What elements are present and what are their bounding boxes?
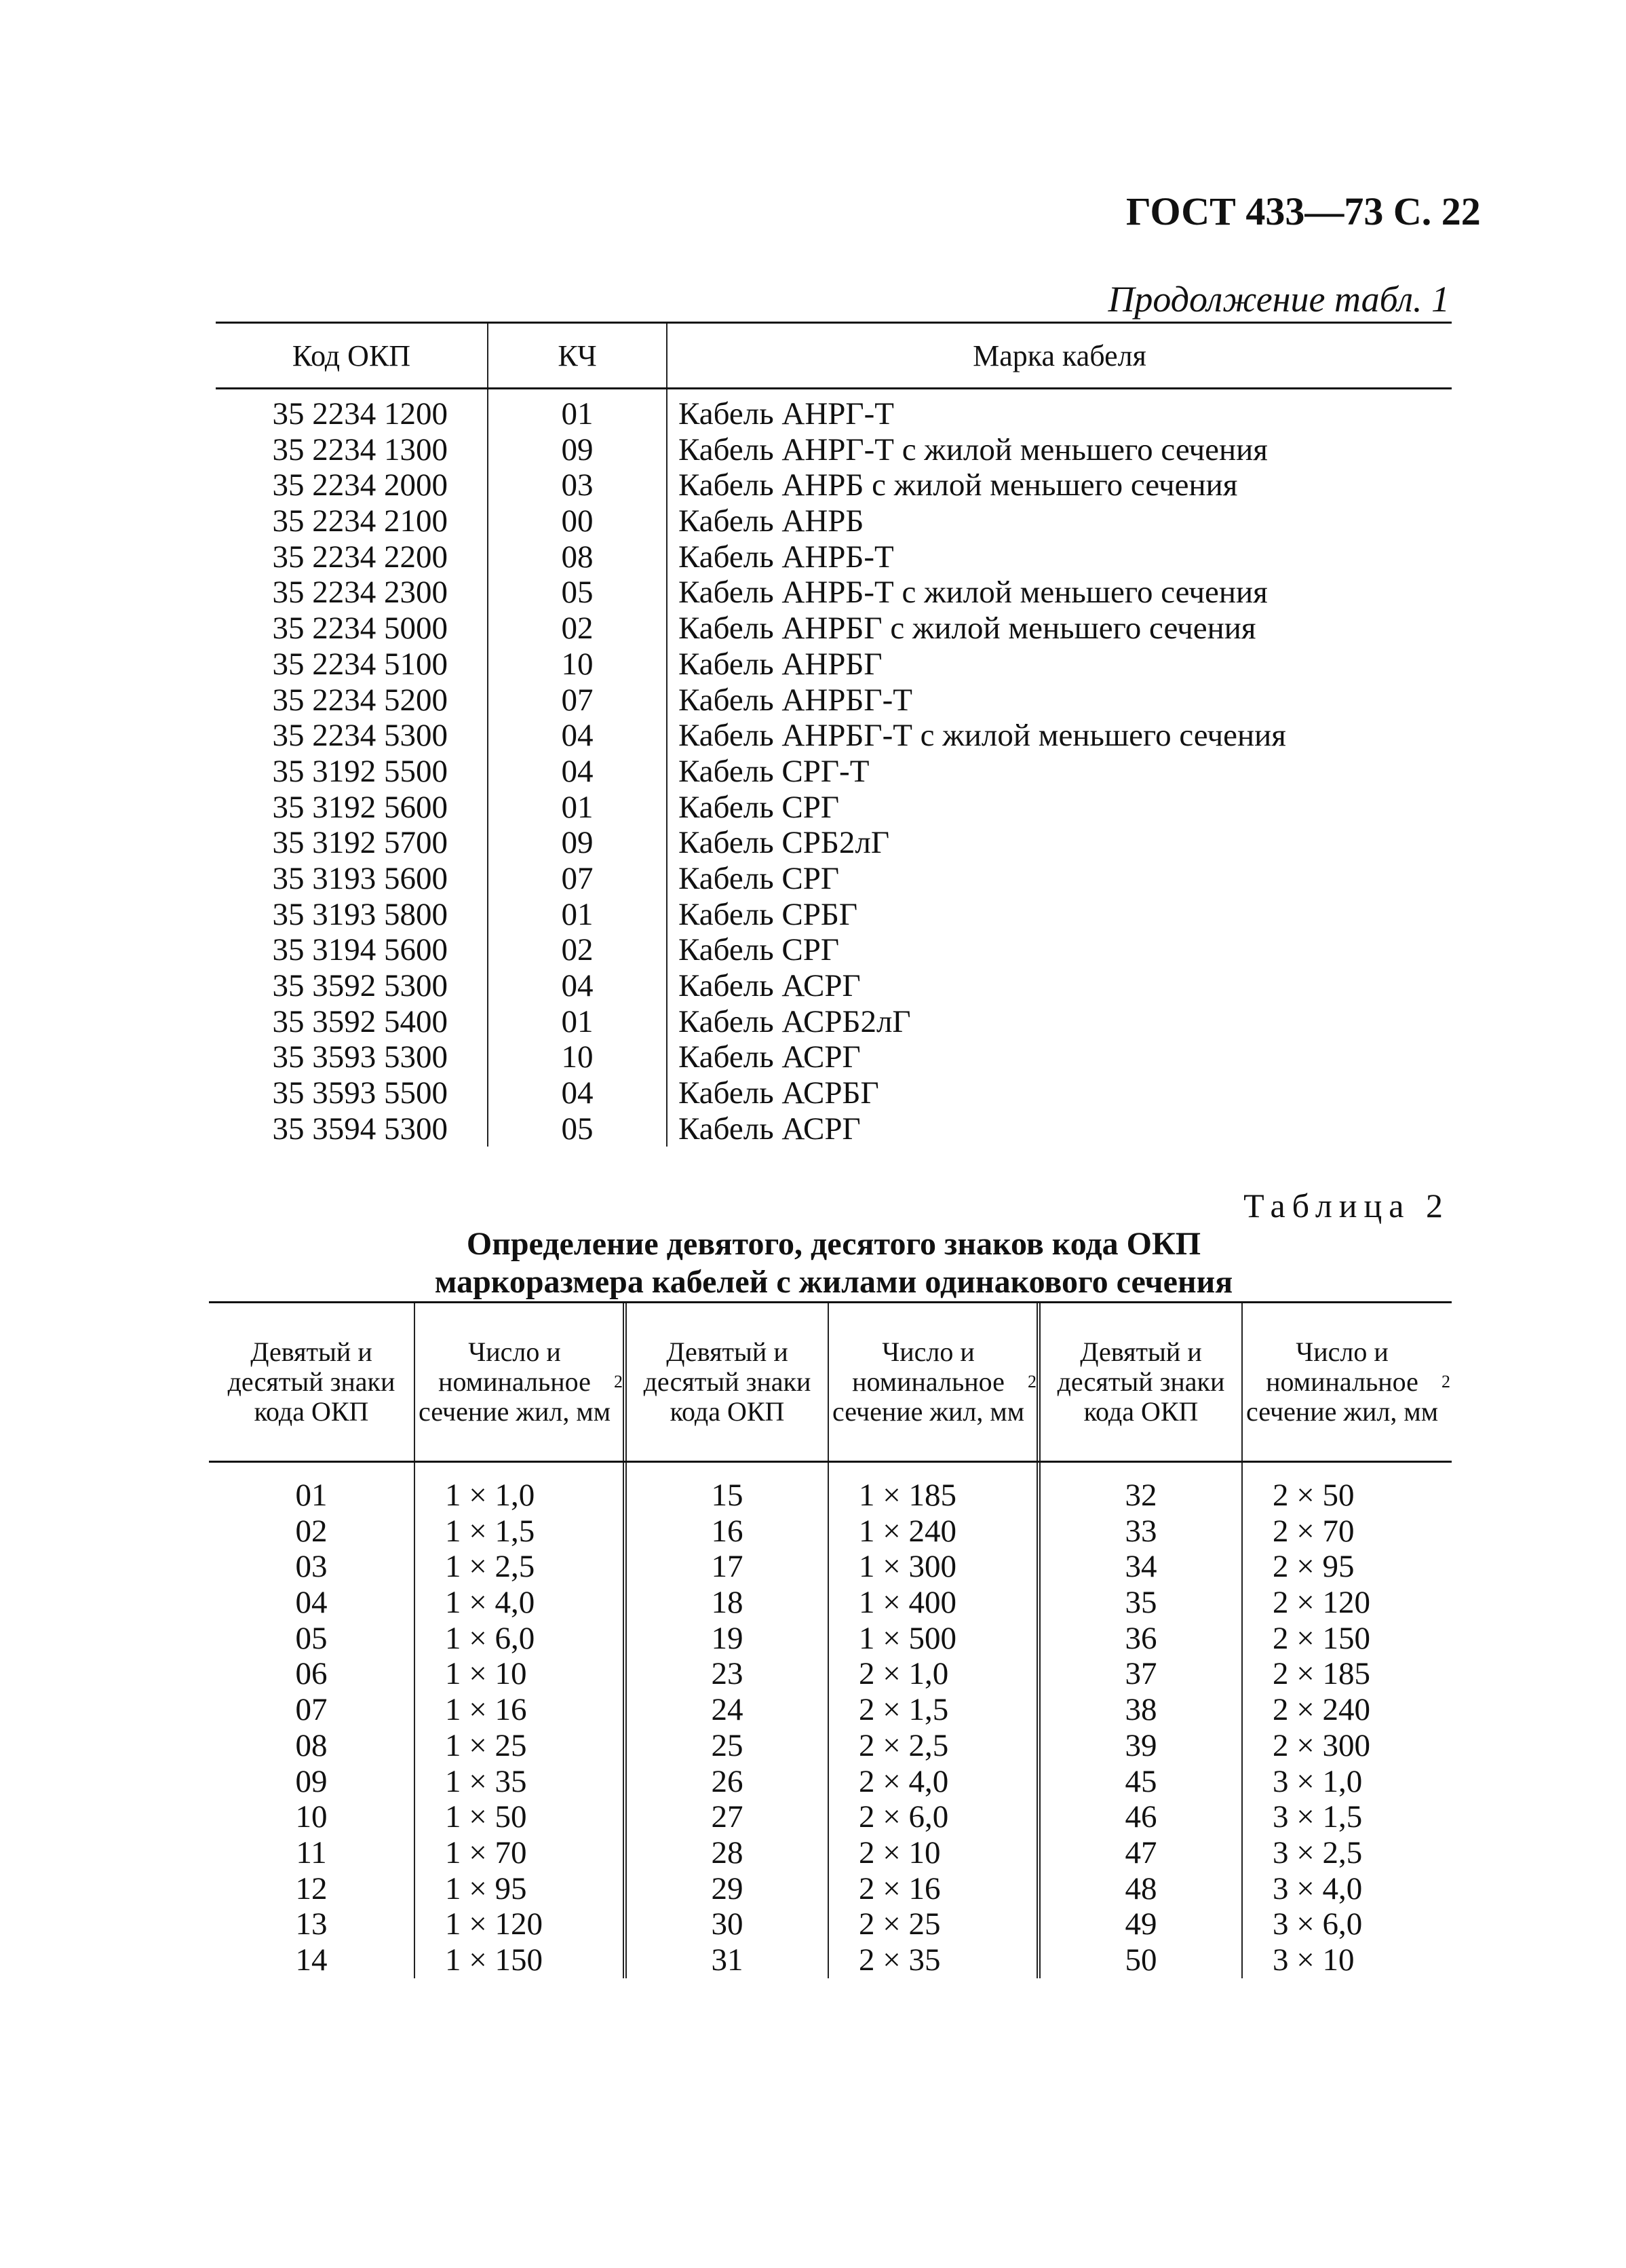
table1-cell-mark: Кабель АНРБ-Т с жилой меньшего сечения <box>678 575 1268 611</box>
table2-cell-section: 1 × 35 <box>445 1763 527 1799</box>
table2-cell-code: 04 <box>295 1585 328 1621</box>
table2-cell-section: 3 × 1,0 <box>1273 1763 1363 1799</box>
table1-mark-column <box>666 389 1452 1147</box>
table2-cell-code: 37 <box>1125 1656 1157 1692</box>
table2-cell-section: 2 × 50 <box>1273 1478 1355 1513</box>
table2-cell-code: 33 <box>1125 1513 1157 1549</box>
table2-cell-section: 1 × 16 <box>445 1692 527 1728</box>
table2-cell-section: 2 × 240 <box>1273 1692 1371 1728</box>
table2-cell-section: 1 × 6,0 <box>445 1620 535 1656</box>
table2-header <box>209 1303 1452 1461</box>
table2-cell-code: 15 <box>711 1478 743 1513</box>
table2-cell-section: 2 × 120 <box>1273 1585 1371 1621</box>
table2-cell-code: 11 <box>296 1834 327 1870</box>
table1-cell-kch: 01 <box>561 1003 594 1039</box>
table2-cell-section: 2 × 1,0 <box>859 1656 949 1692</box>
table2-cell-code: 34 <box>1125 1549 1157 1585</box>
table2-cell-code: 18 <box>711 1585 743 1621</box>
table1-cell-kch: 01 <box>561 896 594 932</box>
table2-cell-section: 2 × 4,0 <box>859 1763 949 1799</box>
table2-cell-section: 1 × 50 <box>445 1799 527 1835</box>
table2-cell-code: 03 <box>295 1549 328 1585</box>
table1-cell-mark: Кабель СРГ <box>678 932 840 968</box>
table2-cell-code: 48 <box>1125 1870 1157 1906</box>
table1-cell-kch: 10 <box>561 1039 594 1075</box>
table2-cell-section: 1 × 150 <box>445 1942 543 1978</box>
table2-cell-code: 10 <box>295 1799 328 1835</box>
table2-cell-code: 02 <box>295 1513 328 1549</box>
table2-label: Таблица 2 <box>1243 1187 1450 1225</box>
table2-cell-code: 07 <box>295 1692 328 1728</box>
table2-cell-section: 1 × 4,0 <box>445 1585 535 1621</box>
table2-cell-code: 08 <box>295 1727 328 1763</box>
table2-cell-section: 1 × 185 <box>859 1478 957 1513</box>
table1-cell-kch: 04 <box>561 718 594 754</box>
table2-cell-section: 1 × 10 <box>445 1656 527 1692</box>
table2-cell-code: 12 <box>295 1870 328 1906</box>
table1 <box>216 322 1452 1147</box>
table1-cell-code: 35 2234 1200 <box>272 396 448 431</box>
table2-code-column <box>623 1463 828 1978</box>
table2-cell-section: 2 × 2,5 <box>859 1727 949 1763</box>
table1-cell-kch: 04 <box>561 968 594 1003</box>
table1-cell-code: 35 3593 5300 <box>272 1039 448 1075</box>
table1-cell-code: 35 3194 5600 <box>272 932 448 968</box>
table1-cell-kch: 02 <box>561 932 594 968</box>
table2-cell-section: 3 × 1,5 <box>1273 1799 1363 1835</box>
table1-cell-code: 35 3192 5600 <box>272 789 448 825</box>
table1-cell-mark: Кабель АСРГ <box>678 1111 861 1147</box>
table2-cell-section: 1 × 1,5 <box>445 1513 535 1549</box>
table2-cell-code: 29 <box>711 1870 743 1906</box>
table1-cell-mark: Кабель СРБГ <box>678 896 858 932</box>
table2-cell-section: 2 × 300 <box>1273 1727 1371 1763</box>
table2-cell-section: 1 × 500 <box>859 1620 957 1656</box>
table2-cell-code: 13 <box>295 1906 328 1942</box>
table2-cell-code: 28 <box>711 1834 743 1870</box>
table1-kch-column <box>487 389 666 1147</box>
table1-cell-mark: Кабель АНРБГ-Т с жилой меньшего сечения <box>678 718 1286 754</box>
table1-cell-kch: 04 <box>561 1075 594 1111</box>
table2-cell-section: 2 × 150 <box>1273 1620 1371 1656</box>
table1-cell-mark: Кабель АНРБГ с жилой меньшего сечения <box>678 611 1256 647</box>
table1-cell-mark: Кабель АНРБ с жилой меньшего сечения <box>678 467 1238 503</box>
table1-cell-code: 35 2234 2000 <box>272 467 448 503</box>
table2-header-code: Девятый и десятый знаки кода ОКП <box>623 1303 828 1461</box>
table1-header <box>216 324 1452 387</box>
table2-cell-section: 3 × 10 <box>1273 1942 1355 1978</box>
table2-header-code: Девятый и десятый знаки кода ОКП <box>227 1337 395 1427</box>
table2-cell-code: 31 <box>711 1942 743 1978</box>
table1-cell-mark: Кабель АНРГ-Т с жилой меньшего сечения <box>678 431 1268 467</box>
table2-header-code: Девятый и десятый знаки кода ОКП <box>1037 1303 1241 1461</box>
table2-cell-code: 47 <box>1125 1834 1157 1870</box>
table2-cell-code: 30 <box>711 1906 743 1942</box>
table1-cell-kch: 09 <box>561 825 594 861</box>
table2-cell-section: 2 × 95 <box>1273 1549 1355 1585</box>
table1-cell-mark: Кабель АНРБГ <box>678 646 883 682</box>
table2-cell-section: 3 × 4,0 <box>1273 1870 1363 1906</box>
table1-cell-mark: Кабель АСРГ <box>678 968 861 1003</box>
table1-cell-kch: 08 <box>561 539 594 575</box>
table2-header-section: Число и номинальное сечение жил, мм 2 <box>414 1303 623 1461</box>
table1-cell-code: 35 3593 5500 <box>272 1075 448 1111</box>
table1-body <box>216 389 1452 1147</box>
table2-title <box>216 1225 1452 1301</box>
table1-header-mark: Марка кабеля <box>666 324 1452 387</box>
table2-cell-code: 06 <box>295 1656 328 1692</box>
table1-cell-mark: Кабель АНРГ-Т <box>678 396 894 431</box>
table1-cell-kch: 07 <box>561 682 594 718</box>
table2-cell-section: 3 × 6,0 <box>1273 1906 1363 1942</box>
table2-cell-code: 26 <box>711 1763 743 1799</box>
table2-cell-section: 1 × 70 <box>445 1834 527 1870</box>
table2-cell-code: 49 <box>1125 1906 1157 1942</box>
table2-header-section-text: Число и номинальное сечение жил, мм <box>1245 1337 1439 1427</box>
table2-cell-section: 2 × 16 <box>859 1870 941 1906</box>
table2-title-line1: Определение девятого, десятого знаков кода ОКП <box>466 1226 1201 1262</box>
table2-cell-section: 2 × 70 <box>1273 1513 1355 1549</box>
table1-cell-mark: Кабель СРГ-Т <box>678 753 870 789</box>
table2-cell-section: 1 × 240 <box>859 1513 957 1549</box>
table2-cell-section: 2 × 185 <box>1273 1656 1371 1692</box>
table2-cell-code: 01 <box>295 1478 328 1513</box>
table2 <box>209 1301 1452 1978</box>
table2-cell-code: 19 <box>711 1620 743 1656</box>
table1-cell-kch: 02 <box>561 611 594 647</box>
table2-cell-code: 24 <box>711 1692 743 1728</box>
table1-cell-code: 35 2234 5100 <box>272 646 448 682</box>
table1-cell-code: 35 3193 5600 <box>272 860 448 896</box>
table1-cell-kch: 03 <box>561 467 594 503</box>
table2-cell-section: 2 × 25 <box>859 1906 941 1942</box>
table2-cell-code: 39 <box>1125 1727 1157 1763</box>
table2-cell-section: 1 × 120 <box>445 1906 543 1942</box>
table1-cell-kch: 04 <box>561 753 594 789</box>
table1-cell-kch: 05 <box>561 1111 594 1147</box>
table1-cell-mark: Кабель АСРБГ <box>678 1075 879 1111</box>
table2-header-section: Число и номинальное сечение жил, мм 2 <box>828 1303 1037 1461</box>
table2-cell-section: 1 × 2,5 <box>445 1549 535 1585</box>
table1-cell-kch: 09 <box>561 431 594 467</box>
page-header: ГОСТ 433—73 С. 22 <box>1126 189 1481 233</box>
table2-cell-code: 32 <box>1125 1478 1157 1513</box>
table2-section-column <box>414 1463 623 1978</box>
table2-cell-section: 2 × 1,5 <box>859 1692 949 1728</box>
table1-cell-kch: 01 <box>561 396 594 431</box>
table1-cell-code: 35 3594 5300 <box>272 1111 448 1147</box>
table1-cell-mark: Кабель СРБ2лГ <box>678 825 889 861</box>
table1-continuation-label: Продолжение табл. 1 <box>1108 279 1450 320</box>
table2-cell-code: 45 <box>1125 1763 1157 1799</box>
table2-cell-code: 16 <box>711 1513 743 1549</box>
table2-cell-section: 2 × 10 <box>859 1834 941 1870</box>
table1-cell-mark: Кабель СРГ <box>678 789 840 825</box>
table1-header-code: Код ОКП <box>292 339 411 372</box>
table1-cell-code: 35 3592 5300 <box>272 968 448 1003</box>
table2-cell-code: 50 <box>1125 1942 1157 1978</box>
table2-cell-code: 25 <box>711 1727 743 1763</box>
table2-cell-section: 2 × 6,0 <box>859 1799 949 1835</box>
table1-header-kch: КЧ <box>487 324 666 387</box>
table2-cell-code: 38 <box>1125 1692 1157 1728</box>
table1-cell-mark: Кабель СРГ <box>678 860 840 896</box>
table2-cell-code: 27 <box>711 1799 743 1835</box>
table2-cell-code: 14 <box>295 1942 328 1978</box>
table2-cell-code: 23 <box>711 1656 743 1692</box>
table1-cell-code: 35 3592 5400 <box>272 1003 448 1039</box>
table1-code-column <box>216 389 487 1147</box>
table2-section-column <box>828 1463 1037 1978</box>
table1-cell-mark: Кабель АНРБГ-Т <box>678 682 912 718</box>
table2-cell-code: 09 <box>295 1763 328 1799</box>
table1-cell-code: 35 3192 5700 <box>272 825 448 861</box>
table2-cell-section: 1 × 1,0 <box>445 1478 535 1513</box>
table1-cell-code: 35 2234 2200 <box>272 539 448 575</box>
table2-cell-code: 36 <box>1125 1620 1157 1656</box>
table1-cell-kch: 07 <box>561 860 594 896</box>
table2-cell-section: 2 × 35 <box>859 1942 941 1978</box>
table2-cell-section: 1 × 95 <box>445 1870 527 1906</box>
table1-cell-code: 35 2234 2100 <box>272 503 448 539</box>
table1-cell-code: 35 3192 5500 <box>272 753 448 789</box>
table2-code-column <box>209 1463 414 1978</box>
table1-cell-kch: 00 <box>561 503 594 539</box>
table2-cell-code: 17 <box>711 1549 743 1585</box>
table2-title-line2: маркоразмера кабелей с жилами одинакового сечения <box>434 1264 1233 1300</box>
table2-cell-code: 35 <box>1125 1585 1157 1621</box>
table1-cell-code: 35 2234 2300 <box>272 575 448 611</box>
table1-cell-code: 35 3193 5800 <box>272 896 448 932</box>
table1-cell-mark: Кабель АНРБ <box>678 503 864 539</box>
table2-body <box>209 1463 1452 1978</box>
table1-cell-mark: Кабель АСРБ2лГ <box>678 1003 911 1039</box>
table1-cell-code: 35 2234 1300 <box>272 431 448 467</box>
table1-cell-mark: Кабель АСРГ <box>678 1039 861 1075</box>
table2-code-column <box>1037 1463 1241 1978</box>
table1-cell-kch: 01 <box>561 789 594 825</box>
table2-header-section: Число и номинальное сечение жил, мм 2 <box>1241 1303 1450 1461</box>
table2-cell-section: 1 × 300 <box>859 1549 957 1585</box>
table2-cell-section: 1 × 25 <box>445 1727 527 1763</box>
table2-header-section-text: Число и номинальное сечение жил, мм <box>418 1337 611 1427</box>
table2-section-column <box>1241 1463 1450 1978</box>
table1-cell-code: 35 2234 5000 <box>272 611 448 647</box>
table1-cell-kch: 05 <box>561 575 594 611</box>
table1-cell-mark: Кабель АНРБ-Т <box>678 539 894 575</box>
table2-cell-section: 1 × 400 <box>859 1585 957 1621</box>
table2-cell-code: 46 <box>1125 1799 1157 1835</box>
table2-header-section-text: Число и номинальное сечение жил, мм <box>832 1337 1025 1427</box>
table1-cell-code: 35 2234 5200 <box>272 682 448 718</box>
table1-cell-code: 35 2234 5300 <box>272 718 448 754</box>
table1-cell-kch: 10 <box>561 646 594 682</box>
table2-cell-section: 3 × 2,5 <box>1273 1834 1363 1870</box>
table2-cell-code: 05 <box>295 1620 328 1656</box>
